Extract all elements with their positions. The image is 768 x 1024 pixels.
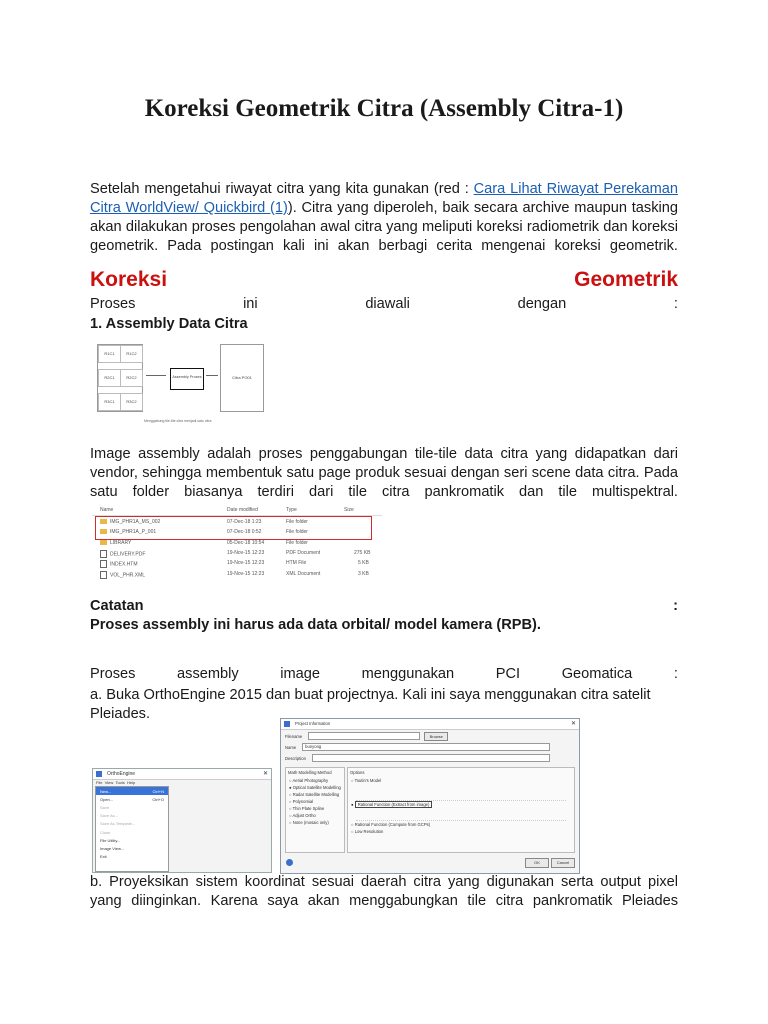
description-row: [285, 754, 550, 762]
file-type: File folder: [286, 529, 308, 535]
dialog-titlebar: [281, 719, 579, 730]
assembly-paragraph: [90, 445, 678, 502]
filename-row: [285, 732, 448, 740]
file-row[interactable]: [92, 569, 382, 579]
menu-item-save-as[interactable]: Save As...: [100, 813, 119, 819]
window-title: OrthoEngine: [107, 771, 136, 777]
catatan-line: [90, 598, 678, 614]
dialog-title: Project Information: [295, 721, 331, 726]
word: menggunakan: [361, 666, 455, 682]
methods-title: Math Modelling Method: [288, 770, 332, 775]
file-type: HTM File: [286, 560, 307, 566]
arrow-icon: [206, 375, 218, 382]
name-field[interactable]: [302, 743, 550, 751]
ok-button[interactable]: OK: [525, 858, 549, 868]
app-icon: [284, 721, 290, 727]
file-name: IMG_PHR1A_MS_002: [110, 519, 161, 525]
method-radio[interactable]: ○ Thin Plate Spline: [289, 806, 325, 811]
menu-item-close[interactable]: Close: [100, 829, 111, 835]
word: diawali: [365, 296, 410, 312]
orthoengine-window: [92, 768, 272, 873]
sensor-list: [356, 808, 566, 821]
name-value: bunyong: [305, 744, 322, 749]
file-date: 19-Nov-15 12:23: [227, 571, 265, 577]
col-size: Size: [344, 507, 354, 513]
file-name: IMG_PHR1A_P_001: [110, 529, 157, 535]
step1-heading: 1. Assembly Data Citra: [90, 316, 248, 332]
methods-panel: [285, 767, 345, 853]
file-name: DELIVERY.PDF: [110, 551, 146, 558]
menu-item-new[interactable]: New... Ctrl+N: [96, 787, 168, 795]
word: :: [673, 296, 678, 312]
html-file-icon: [100, 560, 107, 568]
name-label: Name: [285, 744, 297, 750]
file-row[interactable]: [92, 548, 382, 558]
assembly-text: Image assembly adalah proses penggabungan tile-tile data citra yang didapatkan dari vendor, sehingga membentuk satu page produk sesuai dengan seri scene data citra. Pada satu folder biasanya terdiri dari tile citra pankromatik dan tile multispektral.: [90, 446, 678, 500]
file-type: File folder: [286, 540, 308, 546]
pdf-icon: [100, 550, 107, 558]
word: dengan: [517, 296, 567, 312]
tile: R3C2: [120, 393, 143, 411]
file-name: INDEX.HTM: [110, 561, 138, 568]
word: assembly: [177, 666, 239, 682]
heading-right: Geometrik: [574, 268, 678, 291]
menu-file[interactable]: File: [96, 780, 103, 785]
catatan-label: Catatan: [90, 598, 144, 614]
process-box: Assembly Proses: [170, 368, 204, 390]
step-a: a. Buka OrthoEngine 2015 dan buat projectnya. Kali ini saya menggunakan citra satelit Pleiades.: [90, 687, 651, 722]
word: Proses: [90, 666, 136, 682]
filename-field[interactable]: [308, 732, 420, 740]
step-b-text: b. Proyeksikan sistem koordinat sesuai daerah citra yang digunakan serta output pixel yang diinginkan. Karena saya akan menggabungkan tile citra pankromatik Pleiades: [90, 874, 678, 909]
app-icon: [96, 771, 102, 777]
close-icon[interactable]: ✕: [262, 771, 268, 777]
menu-item-file-utility[interactable]: File Utility...: [100, 837, 121, 843]
tile: R1C1: [98, 345, 121, 363]
catatan-note: Proses assembly ini harus ada data orbital/ model kamera (RPB).: [90, 617, 541, 633]
word: Proses: [90, 296, 136, 312]
filename-label: Filename: [285, 733, 303, 739]
xml-file-icon: [100, 571, 107, 579]
menu-item-exit[interactable]: Exit: [100, 854, 107, 860]
file-menu: [95, 786, 169, 872]
col-type: Type: [286, 507, 297, 513]
intro-text-before: Setelah mengetahui riwayat citra yang kita gunakan (red :: [90, 181, 474, 197]
file-list: [92, 505, 382, 583]
col-name: Name: [100, 507, 114, 513]
output-box: Citra PO01: [220, 344, 264, 412]
method-radio[interactable]: ○ Radar Satellite Modelling: [289, 792, 340, 797]
file-name: VOL_PHR.XML: [110, 572, 146, 579]
option-radio[interactable]: ● Rational Function (Extract from image): [348, 801, 574, 808]
name-row: [285, 743, 550, 751]
catatan-colon: :: [673, 598, 678, 614]
word: Geomatica: [561, 666, 633, 682]
tile: R3C1: [98, 393, 121, 411]
menu-item-open[interactable]: Open... Ctrl+O: [100, 796, 164, 802]
figure-caption: Menggabung tile-tile citra menjadi satu citra: [144, 419, 212, 423]
method-radio[interactable]: ○ Adjust Ortho: [289, 813, 316, 818]
file-size: 5 KB: [358, 560, 369, 566]
section-heading: [90, 268, 678, 292]
file-type: PDF Document: [286, 550, 321, 556]
file-date: 19-Nov-15 12:23: [227, 550, 265, 556]
browse-button[interactable]: Browse: [424, 732, 448, 741]
file-date: 07-Dec-18 0:52: [227, 529, 262, 535]
menu-item-image-view[interactable]: Image View...: [100, 845, 124, 851]
heading-left: Koreksi: [90, 268, 168, 291]
file-size: 275 KB: [354, 550, 371, 556]
file-type: XML Document: [286, 571, 321, 577]
intro-paragraph: [90, 180, 678, 256]
option-radio[interactable]: ○ Toutin's Model: [351, 778, 382, 783]
menu-view[interactable]: View: [104, 780, 114, 785]
menu-help[interactable]: Help: [127, 780, 136, 785]
assembly-diagram: [92, 341, 264, 431]
description-field[interactable]: [312, 754, 550, 762]
highlight-box: [95, 516, 372, 540]
method-radio[interactable]: ○ None (mosaic only): [289, 820, 329, 825]
option-radio[interactable]: ○ Low Resolution: [351, 829, 384, 834]
project-information-dialog: [280, 718, 580, 874]
help-icon[interactable]: [286, 859, 293, 866]
proses-line: [90, 296, 678, 312]
option-radio[interactable]: ○ Rational Function (Compute from GCPs): [351, 822, 431, 827]
tile: R1C2: [120, 345, 143, 363]
file-type: File folder: [286, 519, 308, 525]
menu-item-save[interactable]: Save: [100, 804, 110, 810]
method-radio[interactable]: ○ Aerial Photography: [289, 778, 329, 783]
options-title: Options: [350, 770, 365, 775]
method-radio[interactable]: ● Optical Satellite Modelling: [289, 785, 341, 790]
file-row[interactable]: [92, 558, 382, 568]
page-title: Koreksi Geometrik Citra (Assembly Citra-1): [144, 95, 624, 122]
riwayat-link[interactable]: Cara Lihat Riwayat Perekaman Citra WorldView/ Quickbird (1): [90, 181, 678, 216]
menu-item-save-template[interactable]: Save As Template...: [100, 821, 136, 827]
options-panel: [347, 767, 575, 853]
close-icon[interactable]: ✕: [570, 721, 576, 727]
file-size: 3 KB: [358, 571, 369, 577]
file-list-header: [92, 505, 382, 516]
tile: R2C2: [120, 369, 143, 387]
tile-grid: [97, 344, 143, 412]
cancel-button[interactable]: Cancel: [551, 858, 575, 868]
file-date: 19-Nov-15 12:23: [227, 560, 265, 566]
word: ini: [243, 296, 258, 312]
description-label: Description: [285, 755, 306, 761]
arrow-icon: [146, 375, 166, 382]
word: PCI: [495, 666, 521, 682]
folder-icon: [100, 540, 107, 545]
pci-line: [90, 666, 678, 682]
word: image: [280, 666, 321, 682]
menu-tools[interactable]: Tools: [115, 780, 125, 785]
method-radio[interactable]: ○ Polynomial: [289, 799, 314, 804]
intro-text-after: ). Citra yang diperoleh, baik secara archive maupun tasking akan dilakukan proses pengolahan awal citra yang meliputi koreksi radiometrik dan koreksi geometrik. Pada postingan kali ini akan berbagi cerita mengenai koreksi geometrik.: [90, 200, 678, 254]
step-b: [90, 873, 678, 911]
word: :: [673, 666, 678, 682]
tile: R2C1: [98, 369, 121, 387]
window-titlebar: [93, 769, 271, 780]
file-name: LIBRARY: [110, 540, 132, 546]
file-date: 05-Dec-18 10:54: [227, 540, 265, 546]
col-date: Date modified: [227, 507, 258, 513]
sensor-list: [356, 784, 566, 801]
file-date: 07-Dec-18 1:23: [227, 519, 262, 525]
